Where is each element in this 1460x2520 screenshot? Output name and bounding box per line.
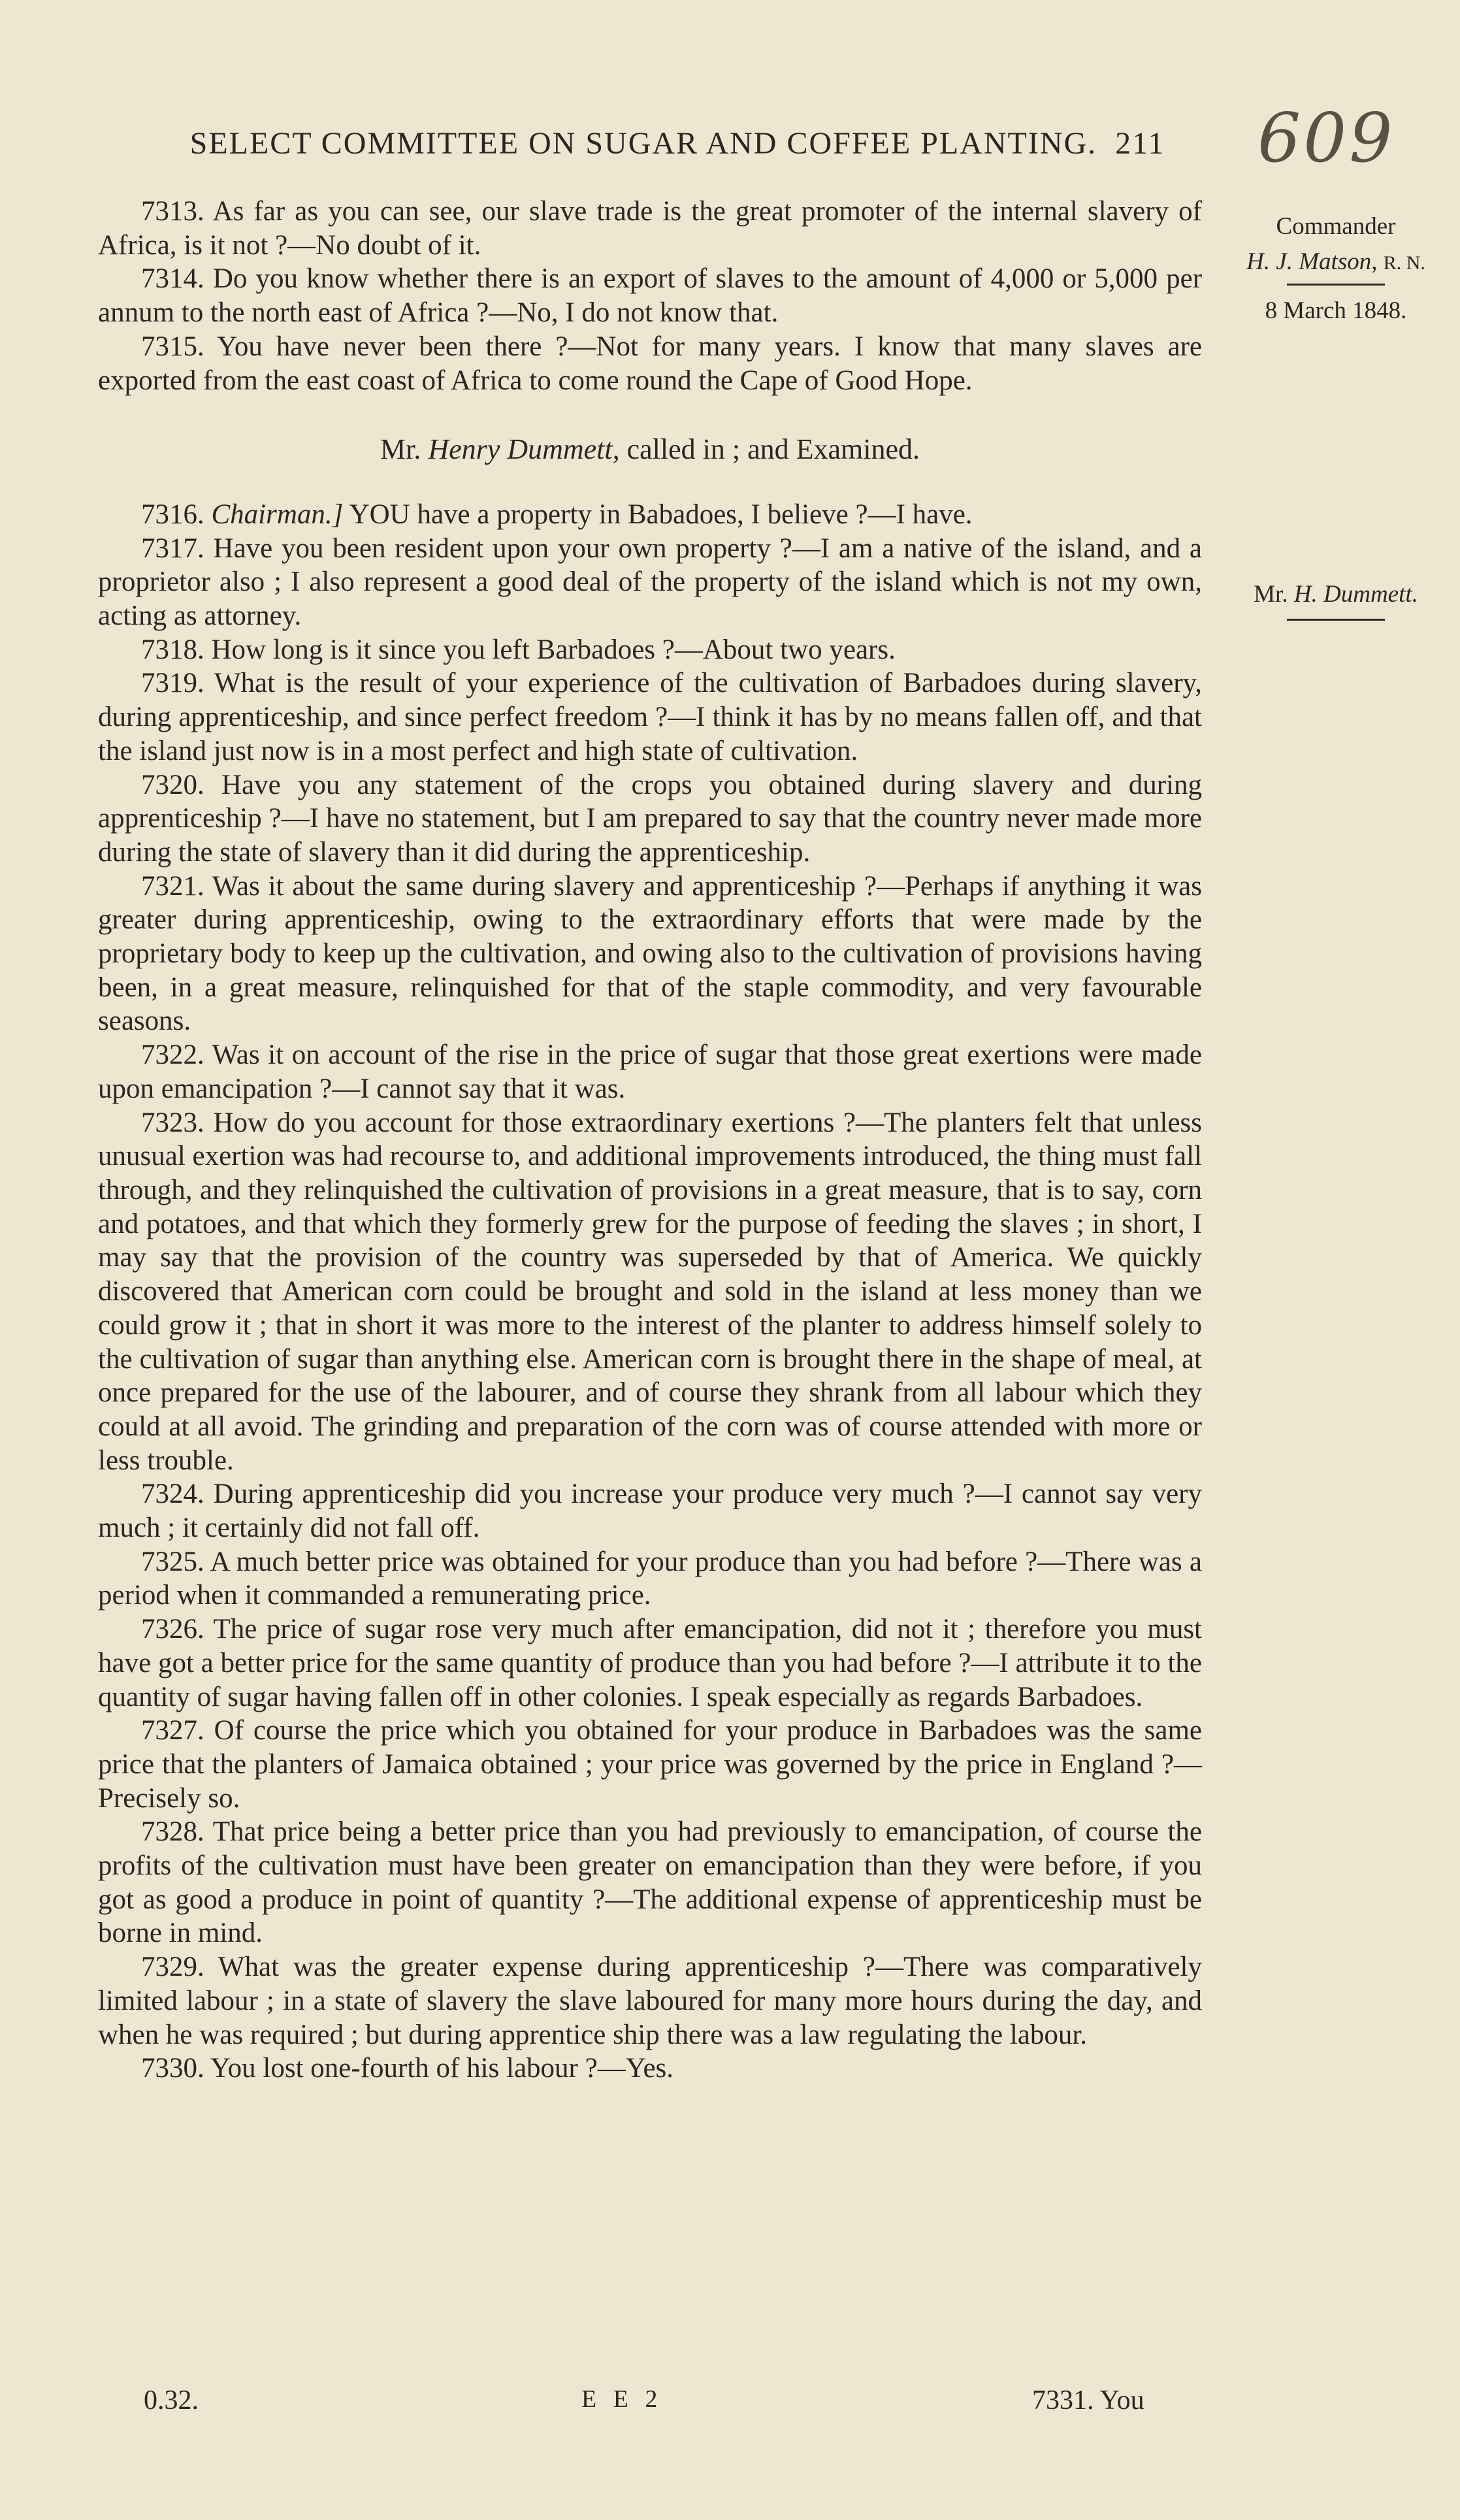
margin-name: H. Dummett. <box>1293 581 1418 608</box>
question-number: 7315. <box>141 331 204 362</box>
testimony-paragraph <box>98 1612 1202 1714</box>
page-number: 211 <box>1115 126 1165 161</box>
question-number: 7317. <box>141 532 204 564</box>
paragraphs-before-heading <box>98 195 1202 397</box>
testimony-paragraph <box>98 1714 1202 1815</box>
footer-sheet-mark: E E 2 <box>581 2385 663 2413</box>
question-text: You lost one-fourth of his labour ?—Yes. <box>210 2053 674 2084</box>
testimony-paragraph <box>98 1815 1202 1950</box>
header-title: SELECT COMMITTEE ON SUGAR AND COFFEE PLANTING. <box>189 126 1097 161</box>
question-number: 7329. <box>141 1952 204 1983</box>
testimony-paragraph <box>98 532 1202 633</box>
question-text: What was the greater expense during apprenticeship ?—There was comparatively limited labour ; in a state of slavery the slave laboured for many more hours during the day, and when he was required ; but during apprentice ship there was a law regulating the labour. <box>98 1952 1202 2050</box>
handwritten-folio-number: 609 <box>1257 98 1395 178</box>
testimony-paragraph <box>98 870 1202 1039</box>
margin-note-witness-dummett <box>1222 577 1450 621</box>
heading-suffix: called in ; and Examined. <box>626 433 920 466</box>
question-number: 7327. <box>141 1715 204 1746</box>
heading-name: Henry Dummett, <box>428 433 620 466</box>
question-number: 7321. <box>141 870 204 902</box>
question-text: Have you any statement of the crops you obtained during slavery and during apprenticeship ?—I have no statement, but I am prepared to say that the country never made more during the state of slavery than it did during the apprenticeship. <box>98 769 1203 868</box>
testimony-paragraph <box>98 768 1202 870</box>
question-text: Of course the price which you obtained for your produce in Barbadoes was the same price that the planters of Jamaica obtained ; your price was governed by the price in England ?—Precisely so. <box>98 1715 1203 1814</box>
question-number: 7330. <box>141 2053 204 2084</box>
paragraphs-after-heading <box>98 498 1202 2086</box>
question-number: 7313. <box>141 196 204 227</box>
running-header <box>145 125 1210 161</box>
testimony-paragraph <box>98 498 1202 532</box>
question-number: 7320. <box>141 769 204 800</box>
question-text: As far as you can see, our slave trade is the great promoter of the internal slavery of Africa, is it not ?—No doubt of it. <box>98 196 1202 261</box>
testimony-paragraph <box>98 195 1202 262</box>
testimony-paragraph <box>98 330 1202 397</box>
main-text <box>98 195 1202 2086</box>
margin-rule <box>1287 619 1385 621</box>
margin-name-line <box>1222 244 1450 281</box>
question-text: What is the result of your experience of the cultivation of Barbadoes during slavery, during apprenticeship, and since perfect freedom ?—I think it has by no means fallen off, and that the island just now is in a most perfect and high state of cultivation. <box>98 668 1202 766</box>
margin-note-witness-matson <box>1222 209 1450 329</box>
testimony-paragraph <box>98 2052 1202 2086</box>
margin-rank: Commander <box>1276 213 1396 240</box>
margin-name: H. J. Matson, <box>1246 248 1378 275</box>
testimony-paragraph <box>98 666 1202 768</box>
question-number: 7326. <box>141 1614 204 1645</box>
question-text: During apprenticeship did you increase your produce very much ?—I cannot say very much ; it certainly did not fall off. <box>98 1479 1203 1544</box>
question-text: Have you been resident upon your own property ?—I am a native of the island, and a proprietor also ; I also represent a good deal of the property of the island which is not my own, acting as attorney. <box>98 532 1202 632</box>
question-number: 7325. <box>141 1546 204 1577</box>
testimony-paragraph <box>98 1038 1202 1105</box>
testimony-paragraph <box>98 1545 1202 1612</box>
margin-date: 8 March 1848. <box>1265 297 1407 324</box>
question-number: 7319. <box>141 668 204 699</box>
question-text: How long is it since you left Barbadoes ?—About two years. <box>211 634 896 665</box>
question-text: You have never been there ?—Not for many years. I know that many slaves are exported from the east coast of Africa to come round the Cape of Good Hope. <box>98 331 1203 396</box>
question-number: 7328. <box>141 1816 204 1848</box>
question-text: That price being a better price than you had previously to emancipation, of course the profits of the cultivation must have been greater on emancipation than they were before, if you got as good a produce in point of quantity ?—The additional expense of apprenticeship must be borne in mind. <box>98 1816 1202 1949</box>
question-number: 7324. <box>141 1479 204 1510</box>
testimony-paragraph <box>98 1477 1202 1545</box>
margin-name-prefix: Mr. <box>1254 581 1288 608</box>
question-text: Was it about the same during slavery and apprenticeship ?—Perhaps if anything it was greater during apprenticeship, owing to the extraordinary efforts that were made by the proprietary body to keep up the cultivation, and owing also to the cultivation of provisions having been, in a great measure, relinquished for that of the staple commodity, and very favourable seasons. <box>98 870 1202 1037</box>
question-text: The price of sugar rose very much after emancipation, did not it ; therefore you must have got a better price for the same quantity of produce than you had before ?—I attribute it to the quantity of sugar having fallen off in other colonies. I speak especially as regards Barbadoes. <box>98 1614 1202 1712</box>
question-number: 7316. <box>141 499 204 530</box>
question-text: A much better price was obtained for your produce than you had before ?—There was a period when it commanded a remunerating price. <box>98 1546 1202 1611</box>
margin-name-line <box>1222 577 1450 612</box>
question-text: How do you account for those extraordinary exertions ?—The planters felt that unless unusual exertion was had recourse to, and additional improvements introduced, the thing must fall through, and they relinquished the cultivation of provisions in a great measure, that is to say, corn and potatoes, and that which they formerly grew for the purpose of feeding the slaves ; in short, I may say that the provision of the country was superseded by that of America. We quickly discovered that American corn could be brought and sold in the island at less money than we could grow it ; that in short it was more to the interest of the planter to address himself solely to the cultivation of sugar than anything else. American corn is brought there in the shape of meal, at once prepared for the use of the labourer, and of course they shrank from all labour which they could at all avoid. The grinding and preparation of the corn was of course attended with more or less trouble. <box>98 1107 1203 1476</box>
margin-suffix: R. N. <box>1383 252 1425 274</box>
testimony-paragraph <box>98 262 1202 329</box>
margin-rule <box>1287 284 1385 286</box>
question-text: YOU have a property in Babadoes, I believe ?—I have. <box>349 499 973 530</box>
question-number: 7323. <box>141 1107 204 1138</box>
question-number: 7322. <box>141 1039 204 1071</box>
witness-heading <box>98 433 1202 466</box>
question-text: Was it on account of the rise in the price of sugar that those great exertions were made upon emancipation ?—I cannot say that it was. <box>98 1039 1202 1104</box>
question-number: 7318. <box>141 634 204 665</box>
question-text: Do you know whether there is an export of slaves to the amount of 4,000 or 5,000 per annum to the north east of Africa ?—No, I do not know that. <box>98 263 1203 329</box>
footer-catchword: 7331. You <box>1032 2385 1144 2415</box>
testimony-paragraph <box>98 1106 1202 1478</box>
testimony-paragraph <box>98 1950 1202 2052</box>
testimony-paragraph <box>98 633 1202 667</box>
footer-signature: 0.32. <box>144 2385 199 2415</box>
question-number: 7314. <box>141 263 204 295</box>
heading-prefix: Mr. <box>380 433 421 466</box>
speaker-label: Chairman.] <box>211 499 344 530</box>
